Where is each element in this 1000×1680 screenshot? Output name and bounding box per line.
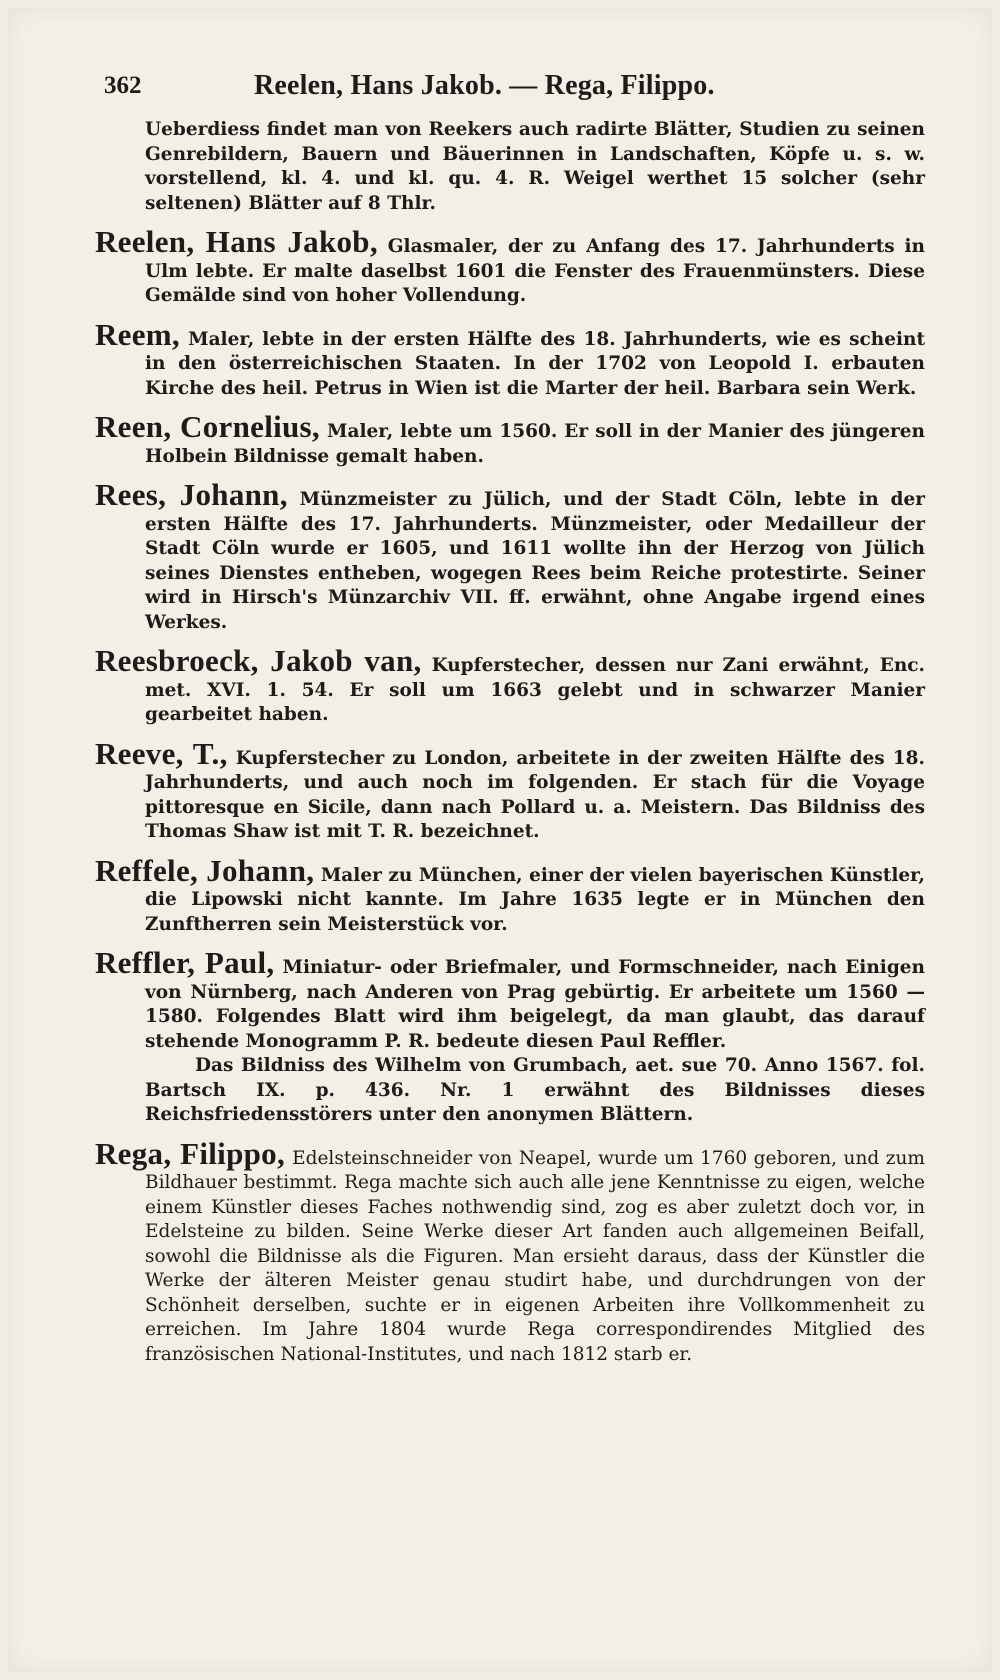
entry-reesbroeck	[95, 643, 925, 728]
entry-name: Reelen, Hans Jakob,	[95, 224, 378, 259]
entry-name: Rees, Johann,	[95, 477, 288, 512]
entry-text: Kupferstecher zu London, arbeitete in der zweiten Hälfte des 18. Jahrhunderts, und auch noch im folgenden. Er stach für die Voyage pittoresque en Sicile, dann nach Pollard u. a. Meistern. Das Bildniss des Thomas Shaw ist mit T. R. bezeichnet.	[145, 747, 925, 842]
entry-text: Münzmeister zu Jülich, und der Stadt Cöln, lebte in der ersten Hälfte des 17. Jahrhunderts. Münzmeister, oder Medailleur der Stadt Cöln wurde er 1605, und 1611 wollte ihn der Herzog von Jülich seines Dienstes entheben, wogegen Rees beim Reiche protestirte. Seiner wird in Hirsch's Münzarchiv VII. ff. erwähnt, ohne Angabe irgend eines Werkes.	[145, 489, 926, 633]
entry-name: Reeve, T.,	[95, 735, 228, 771]
entry-text: Edelsteinschneider von Neapel, wurde um 1760 geboren, und zum Bildhauer bestimmt. Rega machte sich auch alle jene Kenntnisse zu eigen, welche einem Künstler dieses Faches nothwendig sind, zog es aber zuletzt doch vor, in Edelsteine zu bilden. Seine Werke dieser Art fanden auch allgemeinen Beifall, sowohl die Bildnisse als die Figuren. Man ersieht daraus, dass der Künstler die Werke der älteren Meister genau studirt habe, und durchdrungen von der Schönheit derselben, suchte er in eigenen Arbeiten ihre Vollkommenheit zu erreichen. Im Jahre 1804 wurde Rega correspondirendes Mitglied des französischen National-Institutes, und nach 1812 starb er.	[145, 1147, 925, 1365]
entry-text: Maler, lebte um 1560. Er soll in der Manier des jüngeren Holbein Bildnisse gemalt haben.	[145, 421, 925, 467]
entry-reffler	[95, 945, 925, 1054]
entry-reeve	[95, 735, 925, 845]
entry-text: Maler, lebte in der ersten Hälfte des 18. Jahrhunderts, wie es scheint in den österreichischen Staaten. In der 1702 von Leopold I. erbauten Kirche des heil. Petrus in Wien ist die Marter der heil. Barbara sein Werk.	[145, 328, 925, 399]
entry-reelen	[95, 224, 926, 309]
entry-text: Kupferstecher, dessen nur Zani erwähnt, Enc. met. XVI. 1. 54. Er soll um 1663 gelebt und in schwarzer Manier gearbeitet haben.	[145, 655, 925, 725]
entry-reffele	[95, 852, 925, 938]
entry-name: Reem,	[95, 316, 180, 352]
entry-reem	[95, 316, 925, 402]
entry-name: Reffler, Paul,	[95, 945, 275, 980]
entry-name: Reesbroeck, Jakob van,	[95, 643, 422, 678]
entry-name: Reffele, Johann,	[95, 852, 315, 888]
dictionary-content	[95, 118, 925, 1367]
entry-rega	[95, 1135, 925, 1368]
entry-text: Miniatur- oder Briefmaler, und Formschneider, nach Einigen von Nürnberg, nach Anderen von Prag gebürtig. Er arbeitete um 1560 — 1580. Folgendes Blatt wird ihm beigelegt, da man glaubt, das darauf stehende Monogramm P. R. bedeute diesen Paul Reffler.	[145, 957, 925, 1052]
reffler-continuation: Das Bildniss des Wilhelm von Grumbach, aet. sue 70. Anno 1567. fol. Bartsch IX. p. 436. Nr. 1 erwähnt des Bildnisses dieses Reichsfriedensstörers unter den anonymen Blättern.	[145, 1055, 925, 1125]
entry-name: Reen, Cornelius,	[95, 409, 320, 444]
entry-reen	[95, 409, 925, 469]
page-number: 362	[104, 72, 142, 99]
entry-name: Rega, Filippo,	[95, 1135, 286, 1171]
entry-text: Glasmaler, der zu Anfang des 17. Jahrhunderts in Ulm lebte. Er malte daselbst 1601 die Fenster des Frauenmünsters. Diese Gemälde sind von hoher Vollendung.	[145, 236, 926, 306]
entry-rees	[95, 477, 926, 635]
running-head: Reelen, Hans Jakob. — Rega, Filippo.	[254, 70, 715, 101]
intro-paragraph: Ueberdiess findet man von Reekers auch radirte Blätter, Studien zu seinen Genrebildern, Bauern und Bäuerinnen in Landschaften, Köpfe u. s. w. vorstellend, kl. 4. und kl. qu. 4. R. Weigel werthet 15 solcher (sehr seltenen) Blätter auf 8 Thlr.	[145, 119, 925, 214]
page-header	[104, 70, 924, 110]
entry-text: Maler zu München, einer der vielen bayerischen Künstler, die Lipowski nicht kannte. Im Jahre 1635 legte er in München den Zunftherren sein Meisterstück vor.	[145, 864, 925, 935]
